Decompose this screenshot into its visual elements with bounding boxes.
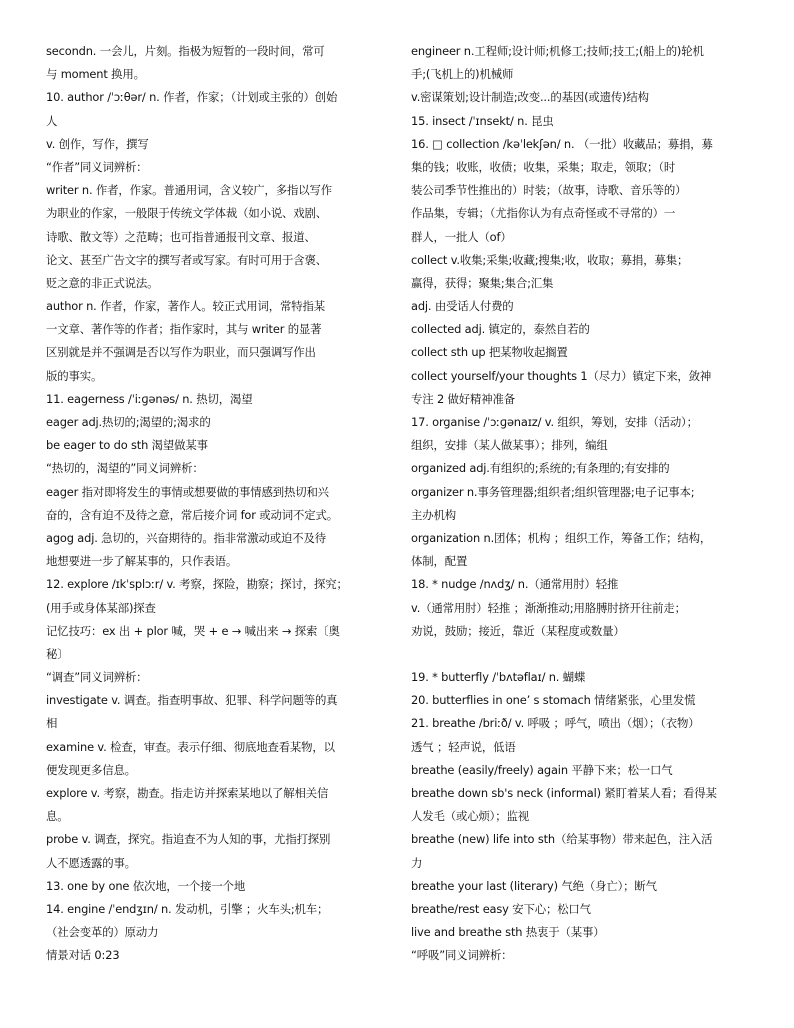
text-line: (用手或身体某部)探查: [46, 600, 156, 615]
text-line: 21. breathe /briːð/ v. 呼吸 ；呼气，喷出（烟）；（衣物）: [411, 716, 700, 731]
text-line: 11. eagerness /ˈiːɡənəs/ n. 热切，渴望: [46, 391, 253, 406]
text-line: breathe/rest easy 安下心；松口气: [411, 901, 591, 916]
text-line: live and breathe sth 热衷于（某事）: [411, 925, 605, 940]
text-line: 主办机构: [411, 507, 456, 522]
text-line: 奋的，含有迫不及待之意，常后接介词 for 或动词不定式。: [46, 507, 338, 522]
text-line: writer n. 作者，作家。普通用词，含义较广，多指以写作: [46, 183, 332, 198]
text-line: probe v. 调查，探究。指追查不为人知的事，尤指打探别: [46, 832, 331, 847]
text-line: 17. organise /ˈɔːɡənaɪz/ v. 组织，筹划，安排（活动）；: [411, 415, 698, 429]
text-line: engineer n.工程师;设计师;机修工;技师;技工;(船上的)轮机: [411, 44, 704, 58]
text-line: 为职业的作家，一般限于传统文学体裁（如小说、戏剧、: [46, 206, 328, 221]
text-line: 地想要进一步了解某事的，只作表语。: [46, 554, 238, 569]
text-line: 息。: [46, 809, 69, 824]
text-line: （社会变革的）原动力: [46, 925, 159, 940]
text-line: 人: [46, 113, 58, 128]
text-line: “热切的，渴望的”同义词辨析：: [46, 461, 204, 476]
text-line: 14. engine /ˈendʒɪn/ n. 发动机，引擎 ；火车头;机车；: [46, 901, 329, 916]
text-line: 作品集，专辑；（尤指你认为有点奇怪或不寻常的）一: [411, 206, 676, 221]
text-line: 劝说，鼓励；接近，靠近（某程度或数量）: [411, 623, 625, 638]
right-text-column: [411, 40, 753, 968]
text-line: adj. 由受话人付费的: [411, 299, 514, 314]
text-line: “调查”同义词辨析：: [46, 670, 148, 685]
text-line: 10. author /ˈɔːθər/ n. 作者，作家；（计划或主张的）创始: [46, 90, 338, 105]
text-line: 16. □ collection /kəˈlekʃən/ n. （一批）收藏品；募捐，募: [411, 136, 713, 151]
text-line: 集的钱；收账，收债；收集，采集；取走，领取；（时: [411, 159, 676, 174]
text-line: collect v.收集;采集;收藏;搜集;收，收取；募捐，募集；: [411, 252, 689, 267]
text-line: breathe down sb's neck (informal) 紧盯着某人看；看得某: [411, 786, 717, 800]
text-line: 体制，配置: [411, 554, 468, 569]
text-line: v.密谋策划;设计制造;改变...的基因(或遗传)结构: [411, 90, 649, 105]
text-line: 12. explore /ɪkˈsplɔːr/ v. 考察，探险，勘察；探讨，探究；: [46, 577, 348, 592]
text-line: be eager to do sth 渴望做某事: [46, 438, 208, 453]
text-line: breathe (new) life into sth（给某事物）带来起色，注入活: [411, 832, 713, 847]
left-text-column: [46, 40, 392, 968]
text-line: 人不愿透露的事。: [46, 855, 136, 870]
text-line: v. 创作，写作，撰写: [46, 136, 149, 151]
text-line: 区别就是并不强调是否以写作为职业，而只强调写作出: [46, 345, 316, 360]
text-line: 20. butterflies in one’ s stomach 情绪紧张，心里发慌: [411, 693, 696, 708]
text-line: breathe your last (literary) 气绝（身亡）；断气: [411, 878, 657, 893]
text-line: 组织，安排（某人做某事）；排列，编组: [411, 438, 608, 453]
text-line: 情景对话 0:23: [46, 948, 120, 963]
text-line: investigate v. 调查。指查明事故、犯罪、科学问题等的真: [46, 693, 338, 708]
text-line: 论文、甚至广告文字的撰写者或写家。有时可用于含褒、: [46, 252, 328, 267]
text-line: organized adj.有组织的;系统的;有条理的;有安排的: [411, 461, 670, 476]
text-line: agog adj. 急切的，兴奋期待的。指非常激动或迫不及待: [46, 530, 326, 545]
text-line: 透气 ；轻声说，低语: [411, 739, 516, 754]
text-line: eager adj.热切的;渴望的;渴求的: [46, 415, 211, 429]
text-line: organization n.团体；机构 ；组织工作，筹备工作；结构，: [411, 530, 712, 545]
text-line: collect sth up 把某物收起搁置: [411, 345, 568, 360]
text-line: 力: [411, 855, 423, 870]
text-line: organizer n.事务管理器;组织者;组织管理器;电子记事本;: [411, 484, 695, 499]
text-line: 便发现更多信息。: [46, 762, 136, 777]
text-line: v.（通常用肘）轻推 ；渐渐推动;用胳膊肘挤开往前走；: [411, 600, 686, 615]
text-line: breathe (easily/freely) again 平静下来；松一口气: [411, 762, 673, 777]
text-line: secondn. 一会儿，片刻。指极为短暂的一段时间，常可: [46, 44, 325, 58]
text-line: collect yourself/your thoughts 1（尽力）镇定下来，敛神: [411, 368, 712, 383]
text-line: 秘〕: [46, 646, 69, 661]
text-line: 手;(飞机上的)机械师: [411, 67, 514, 82]
text-line: “呼吸”同义词辨析：: [411, 948, 513, 963]
text-line: 记忆技巧：ex 出 + plor 喊，哭 + e → 喊出来 → 探索〔奥: [46, 623, 340, 638]
text-line: 19. * butterfly /ˈbʌtəflaɪ/ n. 蝴蝶: [411, 670, 586, 685]
text-line: 18. * nudge /nʌdʒ/ n.（通常用肘）轻推: [411, 577, 619, 592]
text-line: 群人，一批人（of）: [411, 229, 512, 244]
text-line: collected adj. 镇定的，泰然自若的: [411, 322, 590, 337]
text-line: 13. one by one 依次地，一个接一个地: [46, 878, 246, 893]
text-line: 赢得，获得；聚集;集合;汇集: [411, 275, 554, 290]
text-line: 相: [46, 716, 58, 731]
text-line: “作者”同义词辨析：: [46, 159, 148, 174]
text-line: explore v. 考察，勘查。指走访并探索某地以了解相关信: [46, 786, 329, 800]
text-line: 15. insect /ˈɪnsekt/ n. 昆虫: [411, 113, 554, 128]
text-line: 装公司季节性推出的）时装；（故事，诗歌、音乐等的）: [411, 183, 687, 198]
text-line: 与 moment 换用。: [46, 67, 145, 82]
text-line: 诗歌、散文等）之范畴；也可指普通报刊文章、报道、: [46, 229, 316, 244]
blank-line: [411, 643, 753, 666]
text-line: 专注 2 做好精神准备: [411, 391, 515, 406]
text-line: 贬之意的非正式说法。: [46, 275, 159, 290]
text-line: examine v. 检查，审查。表示仔细、彻底地查看某物，以: [46, 739, 335, 754]
text-line: 人发毛（或心烦）；监视: [411, 809, 529, 824]
text-line: eager 指对即将发生的事情或想要做的事情感到热切和兴: [46, 484, 329, 499]
text-line: 版的事实。: [46, 368, 103, 383]
text-line: author n. 作者，作家，著作人。较正式用词，常特指某: [46, 299, 325, 314]
text-line: 一文章、著作等的作者；指作家时，其与 writer 的显著: [46, 322, 322, 337]
